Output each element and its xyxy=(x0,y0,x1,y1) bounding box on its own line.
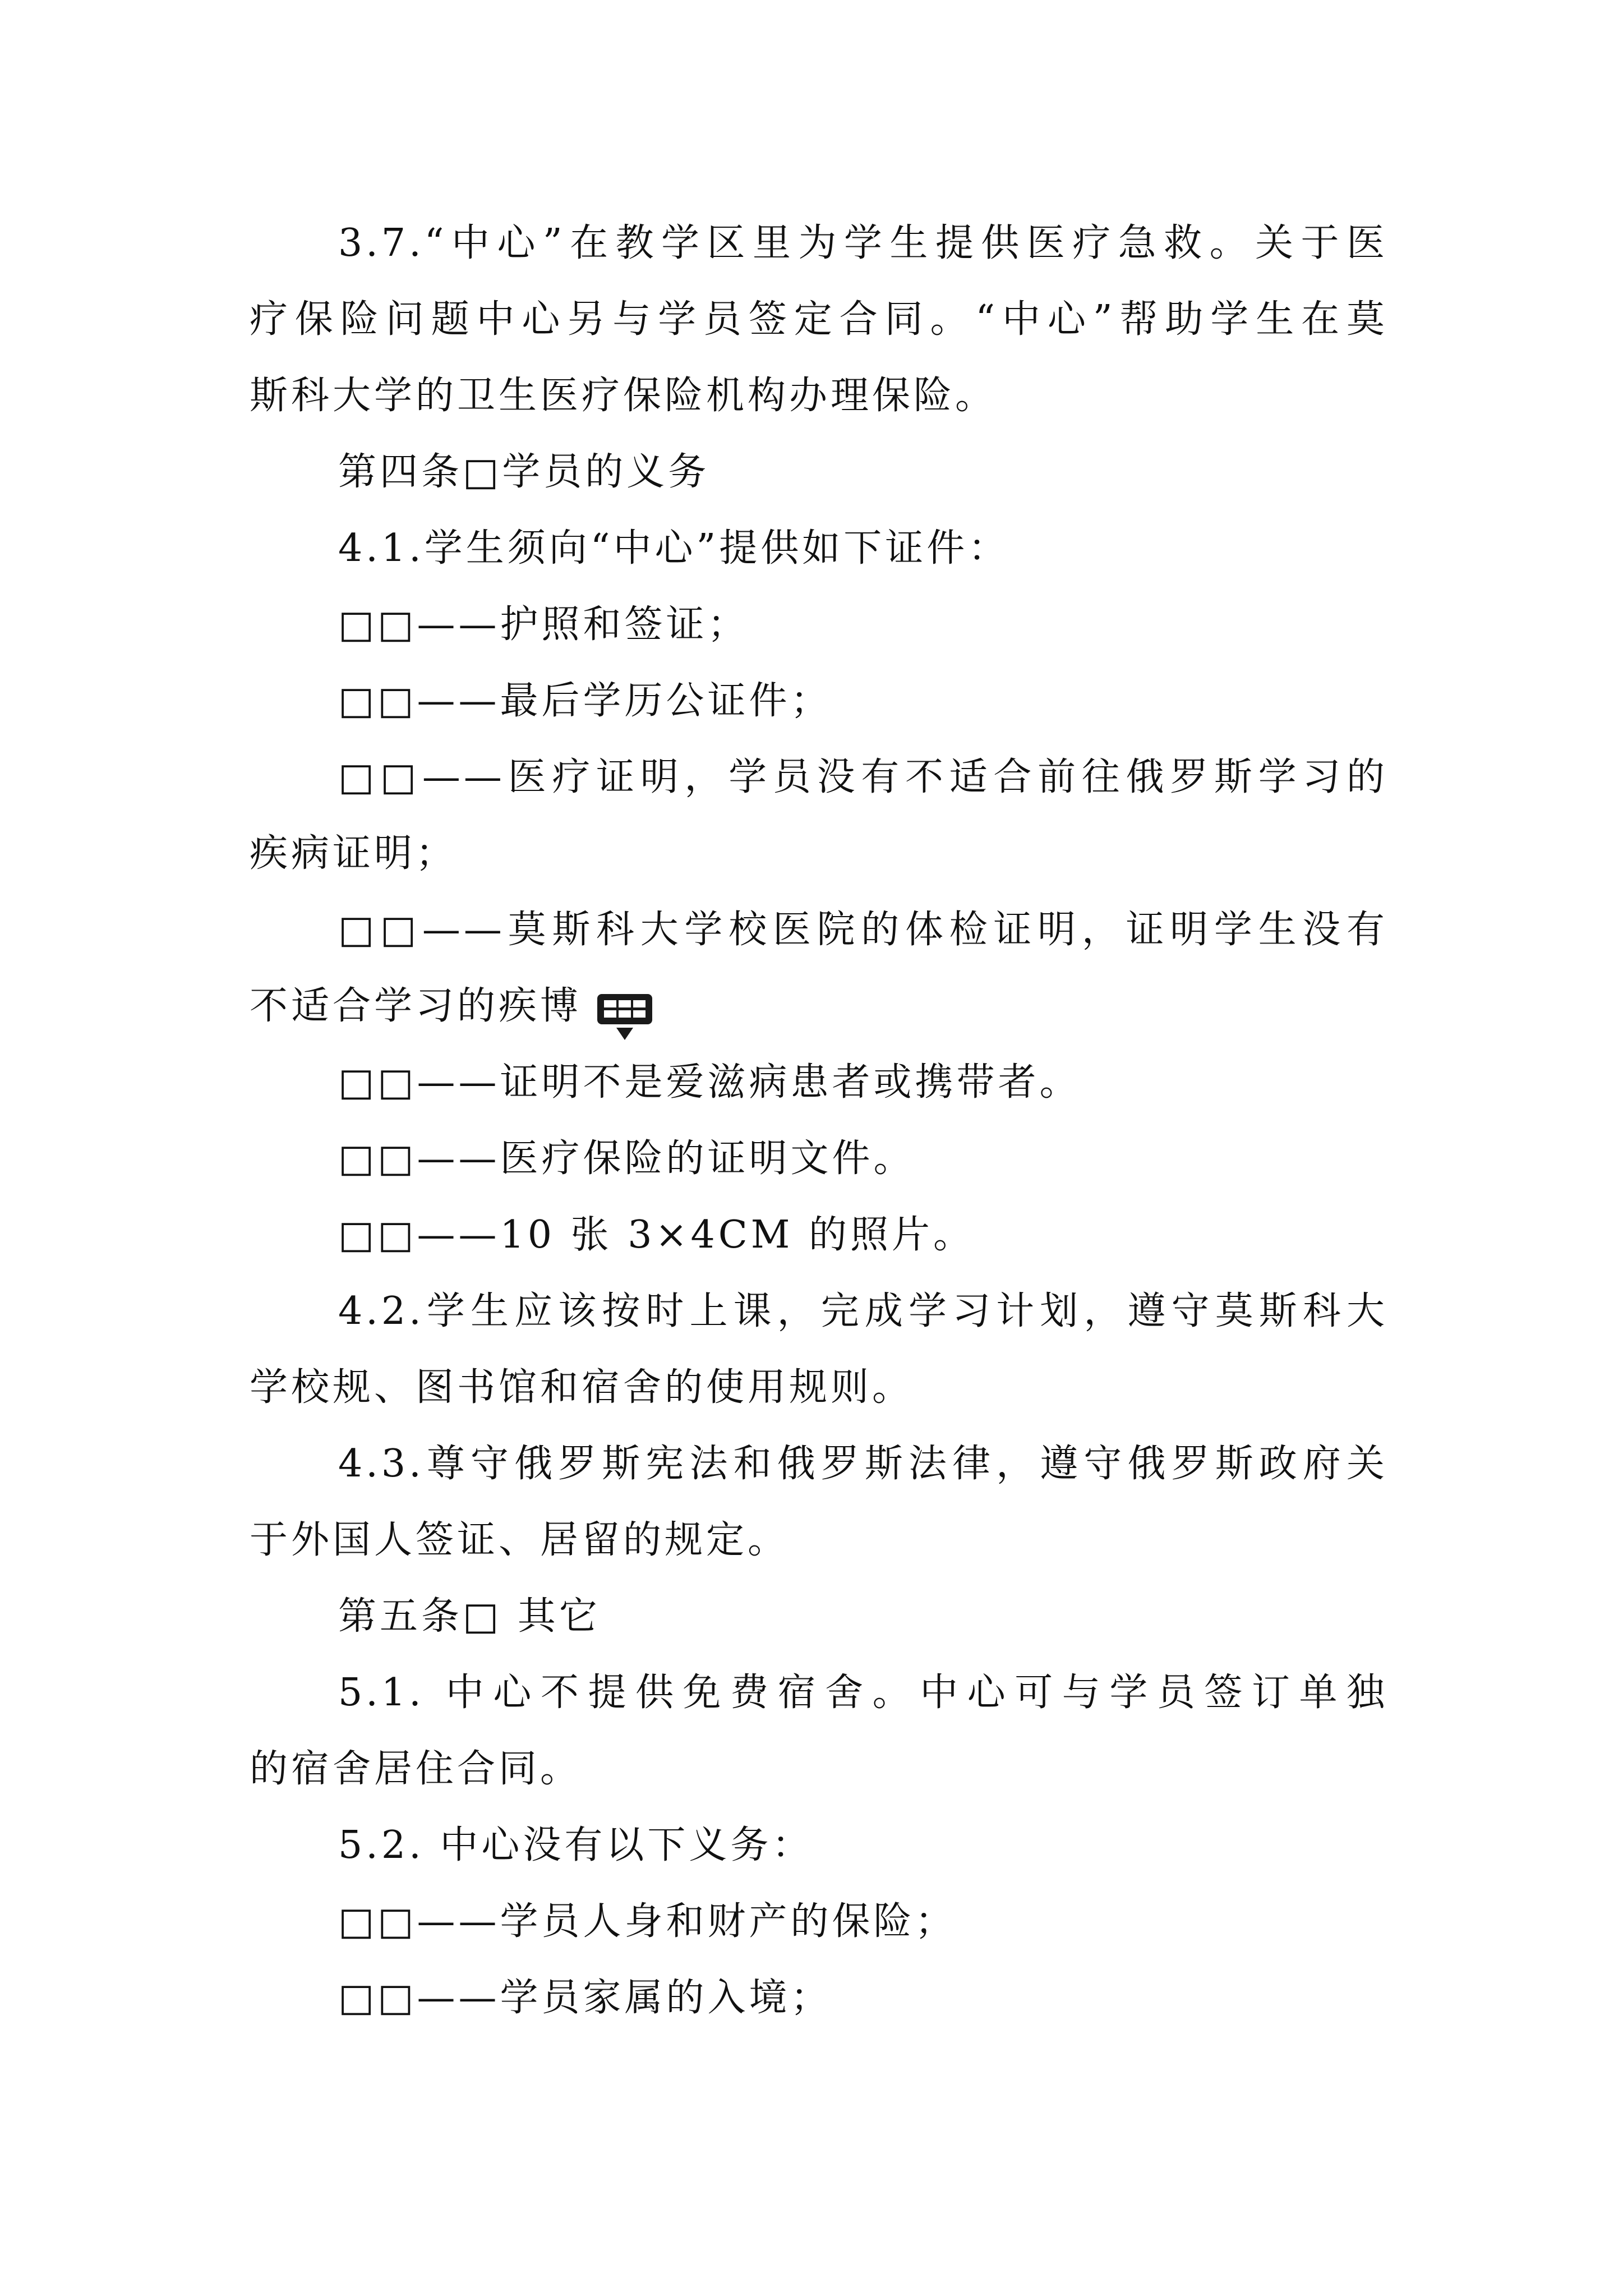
list-item-exam-line-2: 不适合学习的疾博 xyxy=(250,984,582,1028)
list-item-family-entry: □□——学员家属的入境； xyxy=(338,1976,832,2020)
article-5-heading: 第五条□ 其它 xyxy=(338,1594,601,1639)
list-item-passport: □□——护照和签证； xyxy=(338,602,749,647)
para-4-3-line-1: 4.3.尊守俄罗斯宪法和俄罗斯法律，遵守俄罗斯政府关 xyxy=(338,1442,1388,1486)
list-item-aids: □□——证明不是爱滋病患者或携带者。 xyxy=(338,1060,1081,1105)
para-4-3-line-2: 于外国人签证、居留的规定。 xyxy=(250,1518,790,1562)
article-4-heading: 第四条□学员的义务 xyxy=(338,450,710,494)
comment-note-icon[interactable] xyxy=(596,993,653,1041)
list-item-medical-line-1: □□——医疗证明，学员没有不适合前往俄罗斯学习的 xyxy=(338,755,1388,799)
para-3-7-line-2: 疗保险问题中心另与学员签定合同。“中心”帮助学生在莫 xyxy=(250,297,1388,342)
para-5-1-line-1: 5.1. 中心不提供免费宿舍。中心可与学员签订单独 xyxy=(338,1671,1388,1715)
list-item-education: □□——最后学历公证件； xyxy=(338,679,832,723)
para-5-1-line-2: 的宿舍居住合同。 xyxy=(250,1747,582,1791)
para-4-1: 4.1.学生须向“中心”提供如下证件： xyxy=(338,526,1010,570)
para-4-2-line-2: 学校规、图书馆和宿舍的使用规则。 xyxy=(250,1365,914,1410)
para-3-7-line-3: 斯科大学的卫生医疗保险机构办理保险。 xyxy=(250,374,997,418)
para-3-7-line-1: 3.7.“中心”在教学区里为学生提供医疗急救。关于医 xyxy=(338,221,1388,265)
list-item-exam-line-1: □□——莫斯科大学校医院的体检证明，证明学生没有 xyxy=(338,908,1388,952)
para-5-2: 5.2. 中心没有以下义务： xyxy=(338,1823,814,1867)
list-item-personal-insurance: □□——学员人身和财产的保险； xyxy=(338,1899,957,1944)
list-item-insurance: □□——医疗保险的证明文件。 xyxy=(338,1137,915,1181)
list-item-medical-line-2: 疾病证明； xyxy=(250,831,458,876)
para-4-2-line-1: 4.2.学生应该按时上课，完成学习计划，遵守莫斯科大 xyxy=(338,1289,1388,1333)
list-item-photos: □□——10 张 3×4CM 的照片。 xyxy=(338,1213,975,1257)
